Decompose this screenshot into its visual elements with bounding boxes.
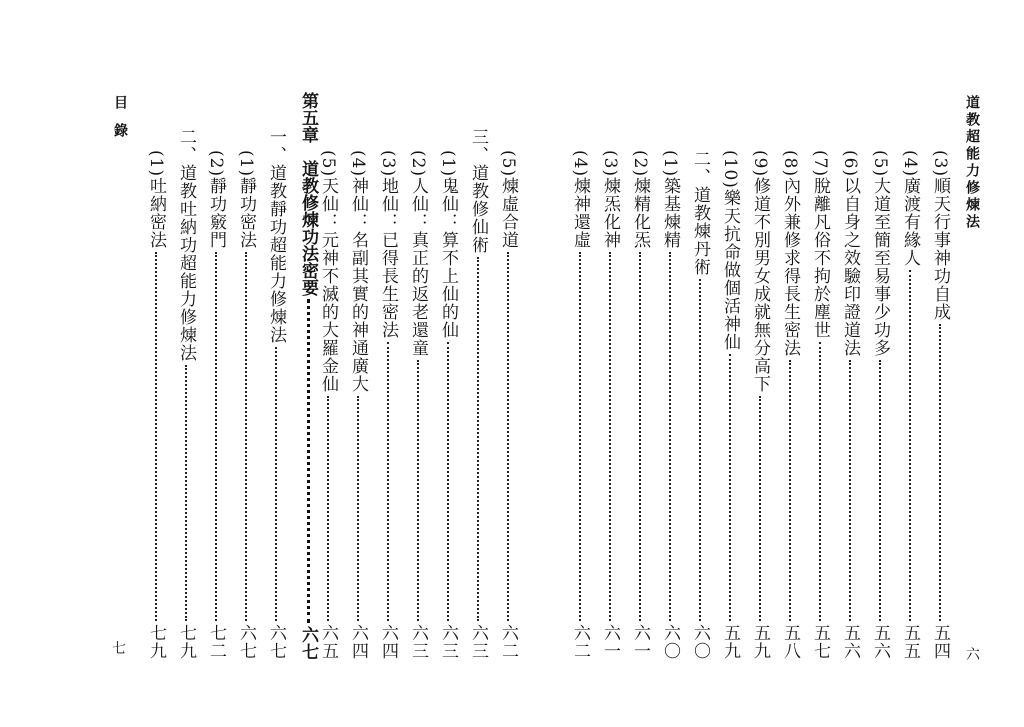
dot-leader [507, 252, 509, 621]
toc-entry-page: 六三 [468, 624, 488, 660]
dot-leader [185, 365, 187, 621]
toc-entry-title: (5)天仙：元神不滅的大羅金仙 [318, 150, 338, 394]
toc-entry[interactable] [718, 150, 742, 660]
toc-entry[interactable] [436, 150, 460, 660]
toc-entry[interactable] [928, 150, 952, 660]
dot-leader [215, 252, 217, 621]
dot-leader [275, 347, 277, 621]
dot-leader [759, 396, 761, 621]
toc-entry-page: 六七 [266, 624, 286, 660]
dot-leader [909, 270, 911, 621]
toc-entry-title: (5)大道至簡至易事少功多 [870, 150, 890, 358]
toc-entry-title: (7)脫離凡俗不拘於塵世 [810, 150, 830, 340]
page-number-left: 七 [112, 641, 126, 657]
toc-section[interactable] [688, 150, 712, 660]
dot-leader [789, 360, 791, 621]
page-gutter [540, 60, 541, 660]
toc-entry-title: (1)鬼仙：算不上仙的仙 [438, 150, 458, 340]
toc-entry-page: 六四 [378, 624, 398, 660]
toc-entry[interactable] [598, 150, 622, 660]
toc-section[interactable] [174, 128, 198, 660]
toc-entry[interactable] [658, 150, 682, 660]
toc-entry-title: (4)煉神還虛 [570, 150, 590, 250]
dot-leader [939, 324, 941, 621]
toc-entry[interactable] [376, 150, 400, 660]
toc-entry-page: 六三 [438, 624, 458, 660]
toc-entry-page: 五七 [810, 624, 830, 660]
dot-leader [447, 342, 449, 621]
toc-entry-title: 一、道教靜功超能力修煉法 [266, 128, 286, 344]
page-number-right: 六 [966, 647, 980, 663]
chapter-title: 第五章 道教修煉功法密要 [298, 92, 318, 296]
toc-entry-page: 五九 [720, 624, 740, 660]
toc-entry-page: 七九 [146, 624, 166, 660]
toc-section[interactable] [466, 128, 490, 660]
toc-entry-page: 六五 [318, 624, 338, 660]
toc-entry-title: (1)吐納密法 [146, 150, 166, 250]
toc-entry-page: 五六 [840, 624, 860, 660]
dot-leader [417, 360, 419, 621]
toc-entry[interactable] [778, 150, 802, 660]
toc-entry[interactable] [496, 150, 520, 660]
toc-entry-page: 五八 [780, 624, 800, 660]
toc-entry-page: 七二 [206, 624, 226, 660]
toc-entry-page: 六〇 [660, 624, 680, 660]
toc-entry[interactable] [204, 150, 228, 660]
running-title-left: 目錄 [112, 95, 128, 151]
toc-entry-page: 六二 [570, 624, 590, 660]
toc-entry-page: 六七 [298, 626, 318, 660]
toc-entry-page: 五四 [930, 624, 950, 660]
dot-leader [729, 354, 731, 621]
toc-entry-title: (4)廣渡有緣人 [900, 150, 920, 268]
toc-entry-title: (2)人仙：真正的返老還童 [408, 150, 428, 358]
toc-entry-page: 五九 [750, 624, 770, 660]
toc-entry[interactable] [234, 150, 258, 660]
toc-entry-page: 六一 [600, 624, 620, 660]
dot-leader [669, 252, 671, 621]
toc-chapter[interactable] [296, 92, 320, 660]
dot-leader [245, 252, 247, 621]
toc-entry-title: (8)內外兼修求得長生密法 [780, 150, 800, 358]
toc-entry[interactable] [838, 150, 862, 660]
toc-entry-title: 二、道教煉丹術 [690, 150, 710, 276]
toc-entry[interactable] [346, 150, 370, 660]
dot-leader [387, 342, 389, 621]
toc-entry-page: 五六 [870, 624, 890, 660]
toc-entry-title: (2)煉精化炁 [630, 150, 650, 250]
toc-entry-page: 六三 [408, 624, 428, 660]
dot-leader [357, 396, 359, 621]
toc-section[interactable] [264, 128, 288, 660]
toc-entry-page: 六四 [348, 624, 368, 660]
toc-entry-title: 三、道教修仙術 [468, 128, 488, 254]
toc-entry-page: 六一 [630, 624, 650, 660]
dot-leader [477, 257, 479, 621]
toc-entry-title: (2)靜功竅門 [206, 150, 226, 250]
toc-entry-title: (9)修道不別男女成就無分高下 [750, 150, 770, 394]
toc-entry-page: 六七 [236, 624, 256, 660]
toc-entry[interactable] [406, 150, 430, 660]
toc-entry-title: (1)築基煉精 [660, 150, 680, 250]
toc-entry[interactable] [898, 150, 922, 660]
toc-entry[interactable] [748, 150, 772, 660]
toc-entry-title: (6)以自身之效驗印證道法 [840, 150, 860, 358]
dot-leader [609, 252, 611, 621]
dot-leader [307, 299, 310, 623]
toc-entry-title: (3)順天行事神功自成 [930, 150, 950, 322]
toc-entry-page: 五五 [900, 624, 920, 660]
toc-entry-title: (3)地仙：已得長生密法 [378, 150, 398, 340]
dot-leader [639, 252, 641, 621]
toc-entry[interactable] [144, 150, 168, 660]
toc-entry[interactable] [808, 150, 832, 660]
toc-entry-page: 六〇 [690, 624, 710, 660]
dot-leader [879, 360, 881, 621]
toc-entry-page: 七九 [176, 624, 196, 660]
toc-entry[interactable] [868, 150, 892, 660]
running-title-right: 道教超能力修煉法 [964, 95, 980, 231]
toc-entry[interactable] [568, 150, 592, 660]
toc-entry-title: (1)靜功密法 [236, 150, 256, 250]
toc-entry[interactable] [628, 150, 652, 660]
dot-leader [699, 279, 701, 621]
dot-leader [819, 342, 821, 621]
toc-entry-page: 六二 [498, 624, 518, 660]
dot-leader [155, 252, 157, 621]
dot-leader [849, 360, 851, 621]
toc-entry-title: (10)樂天抗命做個活神仙 [720, 150, 740, 351]
toc-entry-title: (5)煉虛合道 [498, 150, 518, 250]
dot-leader [579, 252, 581, 621]
toc-entry-title: (3)煉炁化神 [600, 150, 620, 250]
dot-leader [327, 396, 329, 621]
toc-entry-title: 二、道教吐納功超能力修煉法 [176, 128, 196, 362]
toc-entry-title: (4)神仙：名副其實的神通廣大 [348, 150, 368, 394]
